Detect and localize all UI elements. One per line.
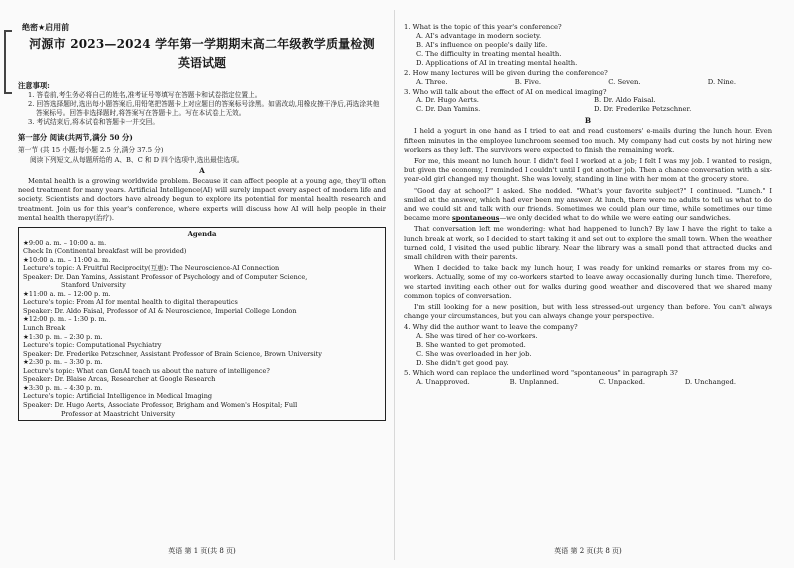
page-2 bbox=[404, 22, 772, 558]
passage-b-paragraph: I'm still looking for a new position, but with less stressed-out urgency than before. You can't always change your circumstances, but you can always change your perspective. bbox=[404, 303, 772, 321]
passage-b-paragraph bbox=[404, 187, 772, 224]
agenda-row: Speaker: Dr. Hugo Aerts, Associate Professor, Brigham and Women's Hospital; Full bbox=[23, 400, 298, 409]
agenda-row: Lecture's topic: A Fruitful Reciprocity(互惠): The Neuroscience-AI Connection bbox=[23, 264, 280, 273]
question-2: 2. How many lectures will be given during the conference? bbox=[404, 68, 608, 77]
agenda-row: Speaker: Dr. Aldo Faisal, Professor of AI & Neuroscience, Imperial College London bbox=[23, 306, 297, 315]
option: A. AI's advantage in modern society. bbox=[416, 31, 542, 40]
agenda-row: ★9:00 a. m. – 10:00 a. m. bbox=[23, 238, 107, 247]
option: A. She was tired of her co-workers. bbox=[416, 332, 538, 341]
section-instruction: 阅读下列短文,从每题所给的 A、B、C 和 D 四个选项中,选出最佳选项。 bbox=[30, 156, 244, 164]
notice-heading: 注意事项: bbox=[18, 81, 50, 90]
option: A. Unapproved. bbox=[416, 378, 470, 387]
part-heading: 第一部分 阅读(共两节,满分 50 分) bbox=[18, 133, 133, 142]
notice-list bbox=[28, 91, 386, 127]
options-row bbox=[416, 378, 736, 387]
option: D. Applications of AI in treating mental health. bbox=[416, 58, 578, 67]
notice-item: 3. 考试结束后,将本试卷和答题卡一并交回。 bbox=[28, 118, 160, 126]
page-footer: 英语 第 2 页(共 8 页) bbox=[554, 547, 622, 555]
agenda-row: ★1:30 p. m. – 2:30 p. m. bbox=[23, 332, 103, 341]
page-1 bbox=[18, 22, 386, 558]
option: C. Dr. Dan Yamins. bbox=[416, 105, 481, 114]
agenda-rows bbox=[23, 239, 381, 418]
underlined-word: spontaneous bbox=[452, 214, 500, 223]
agenda-row: Check In (Continental breakfast will be provided) bbox=[23, 247, 187, 256]
agenda-row: Speaker: Dr. Blaise Arcas, Researcher at Google Research bbox=[23, 375, 216, 384]
options-row bbox=[416, 105, 772, 114]
option: D. She didn't get good pay. bbox=[416, 359, 509, 368]
option: B. Five. bbox=[514, 77, 542, 86]
notice-item: 1. 答卷前,考生务必将自己的姓名,准考证号等填写在答题卡和试卷指定位置上。 bbox=[28, 91, 262, 99]
option: C. The difficulty in treating mental health. bbox=[416, 49, 562, 58]
agenda-row: Lecture's topic: Artificial Intelligence in Medical Imaging bbox=[23, 392, 213, 401]
notice-item: 2. 回答选择题时,选出每小题答案后,用铅笔把答题卡上对应题目的答案标号涂黑。如需改动,用橡皮擦干净后,再选涂其他答案标号。回答非选择题时,将答案写在答题卡上。写在本试卷上无效。 bbox=[28, 100, 380, 117]
page-fold-divider bbox=[394, 10, 395, 560]
passage-b-paragraph: That conversation left me wondering: what had happened to lunch? By law I have the right to take a lunch break at work, so I decided to start taking it and set out to explore the small town. When the weather turned cold, I visited the used public library. Near the library was a small pond that attracted ducks and small children with their parents. bbox=[404, 225, 772, 262]
option: B. Dr. Aldo Faisal. bbox=[594, 96, 656, 105]
agenda-row: Lecture's topic: Computational Psychiatry bbox=[23, 341, 162, 350]
passage-letter: B bbox=[584, 116, 592, 126]
agenda-row: Speaker: Dr. Frederike Petzschner, Assistant Professor of Brain Science, Brown University bbox=[23, 349, 322, 358]
passage-b-paragraph: When I decided to take back my lunch hour, I was ready for unkind remarks or stares from my co-workers. Actually, some of my co-workers started to leave away occasionally during lunch time. Therefore, we started inviting each other out for walks during good weather and discovered that we shared many common topics of conversation. bbox=[404, 264, 772, 300]
question-4: 4. Why did the author want to leave the company? bbox=[404, 323, 578, 332]
agenda-row: ★11:00 a. m. – 12:00 p. m. bbox=[23, 289, 111, 298]
agenda-title: Agenda bbox=[187, 230, 217, 239]
paragraph-text: "Good day at school?" I asked. She nodded. "What's your favorite subject?" I continued. "Lunch." I smiled at the answer, which had ever been my answer. At lunch, there were no adults to tell us what to do and we could sit and talk with our friends. Sometimes we could plan our time, while sometimes our time became more bbox=[404, 186, 772, 223]
option: A. Dr. Hugo Aerts. bbox=[416, 96, 479, 105]
agenda-row: ★12:00 p. m. – 1:30 p. m. bbox=[23, 315, 107, 324]
passage-a-intro: Mental health is a growing worldwide problem. Because it can affect people at a young age, they'll often need treatment for many years. Artificial Intelligence(AI) will surely impact every aspect of modern life and society. Scientists and doctors have already begun to explore its potential for mental health research and treatment. Join us for this year's conference, where experts will discuss how AI will help people in their mental health therapy(治疗). bbox=[18, 177, 386, 222]
option: B. Unplanned. bbox=[509, 378, 559, 387]
agenda-row: ★10:00 a. m. – 11:00 a. m. bbox=[23, 255, 111, 264]
option: C. Unpacked. bbox=[598, 378, 646, 387]
exam-subtitle: 英语试题 bbox=[177, 56, 226, 70]
options-row bbox=[416, 96, 772, 105]
option: D. Nine. bbox=[707, 77, 736, 86]
option: B. AI's influence on people's daily life. bbox=[416, 40, 548, 49]
question-3: 3. Who will talk about the effect of AI on medical imaging? bbox=[404, 87, 607, 96]
agenda-box bbox=[18, 227, 386, 421]
options-row bbox=[416, 78, 736, 87]
option: D. Unchanged. bbox=[684, 378, 736, 387]
option: B. She wanted to get promoted. bbox=[416, 341, 526, 350]
binding-mark bbox=[4, 30, 12, 94]
question-1: 1. What is the topic of this year's conference? bbox=[404, 23, 562, 31]
question-5: 5. Which word can replace the underlined word "spontaneous" in paragraph 3? bbox=[404, 369, 678, 378]
option: D. Dr. Frederike Petzschner. bbox=[594, 105, 692, 114]
option: C. She was overloaded in her job. bbox=[416, 350, 532, 359]
exam-title: 河源市 2023—2024 学年第一学期期末高二年级教学质量检测 bbox=[29, 37, 375, 51]
agenda-row: Stanford University bbox=[61, 281, 126, 290]
agenda-row: Lunch Break bbox=[23, 324, 66, 333]
passage-letter: A bbox=[199, 166, 205, 175]
option: A. Three. bbox=[416, 77, 448, 86]
passage-b-paragraph: I held a yogurt in one hand as I tried to eat and read customers' e-mails during the lunch hour. Even fifteen minutes in the employee lunchroom seemed too much. My company had cut costs by not hiring new workers as they left. The survivors were expected to finish the remaining work. bbox=[404, 127, 772, 154]
agenda-row: ★2:30 p. m. – 3:30 p. m. bbox=[23, 358, 103, 367]
agenda-row: Lecture's topic: From AI for mental health to digital therapeutics bbox=[23, 298, 238, 307]
agenda-row: Professor at Maastricht University bbox=[61, 409, 176, 418]
section-heading: 第一节 (共 15 小题;每小题 2.5 分,满分 37.5 分) bbox=[18, 146, 164, 154]
option: C. Seven. bbox=[608, 77, 641, 86]
agenda-row: Lecture's topic: What can GenAI teach us about the nature of intelligence? bbox=[23, 366, 270, 375]
confidential-label: 绝密★启用前 bbox=[22, 23, 70, 32]
page-footer: 英语 第 1 页(共 8 页) bbox=[168, 547, 236, 555]
paragraph-text: —we only decided what to do while we were eating our sandwiches. bbox=[499, 214, 731, 223]
agenda-row: ★3:30 p. m. – 4:30 p. m. bbox=[23, 383, 103, 392]
passage-b-paragraph: For me, this meant no lunch hour. I didn't feel I worked at a job; I felt I was my job. I wanted to resign, but given the economy, I reminded I couldn't until I got another job. Then a chance conversation with a six-year-old girl changed my thought. She was lovely, standing in line with her mom at the grocery store. bbox=[404, 157, 772, 184]
agenda-row: Speaker: Dr. Dan Yamins, Assistant Professor of Psychology and of Computer Science, bbox=[23, 272, 308, 281]
